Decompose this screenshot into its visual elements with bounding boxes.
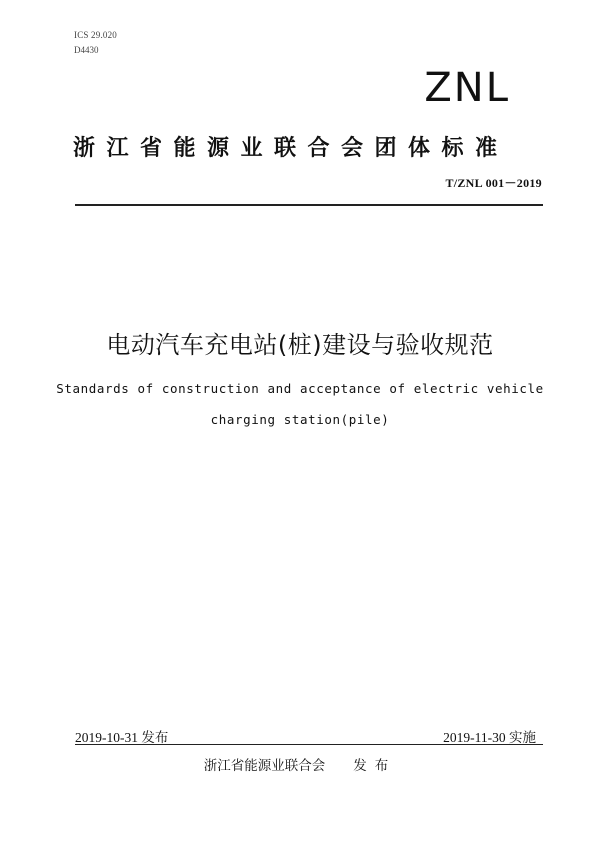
- issuer-name: 浙江省能源业联合会: [203, 758, 326, 774]
- organization-standard-title: 浙江省能源业联合会团体标准: [73, 136, 509, 161]
- document-title-english-line2: charging station(pile): [210, 412, 390, 427]
- implement-date: 2019-11-30 实施: [443, 730, 536, 745]
- publish-date: 2019-10-31 发布: [75, 730, 169, 745]
- document-title-english-line1: Standards of construction and acceptance of electric vehicle: [56, 381, 544, 396]
- footer-divider: [75, 744, 543, 745]
- ccs-code: D4430: [74, 45, 99, 55]
- ics-code: ICS 29.020: [74, 30, 118, 40]
- standard-number: T/ZNL 001－2019: [445, 176, 542, 190]
- standard-logo: ZNL: [424, 65, 510, 111]
- issuer-line: [0, 754, 600, 774]
- issue-label: 发布: [353, 758, 397, 774]
- document-title-chinese: 电动汽车充电站(桩)建设与验收规范: [106, 331, 494, 359]
- header-divider: [75, 204, 543, 206]
